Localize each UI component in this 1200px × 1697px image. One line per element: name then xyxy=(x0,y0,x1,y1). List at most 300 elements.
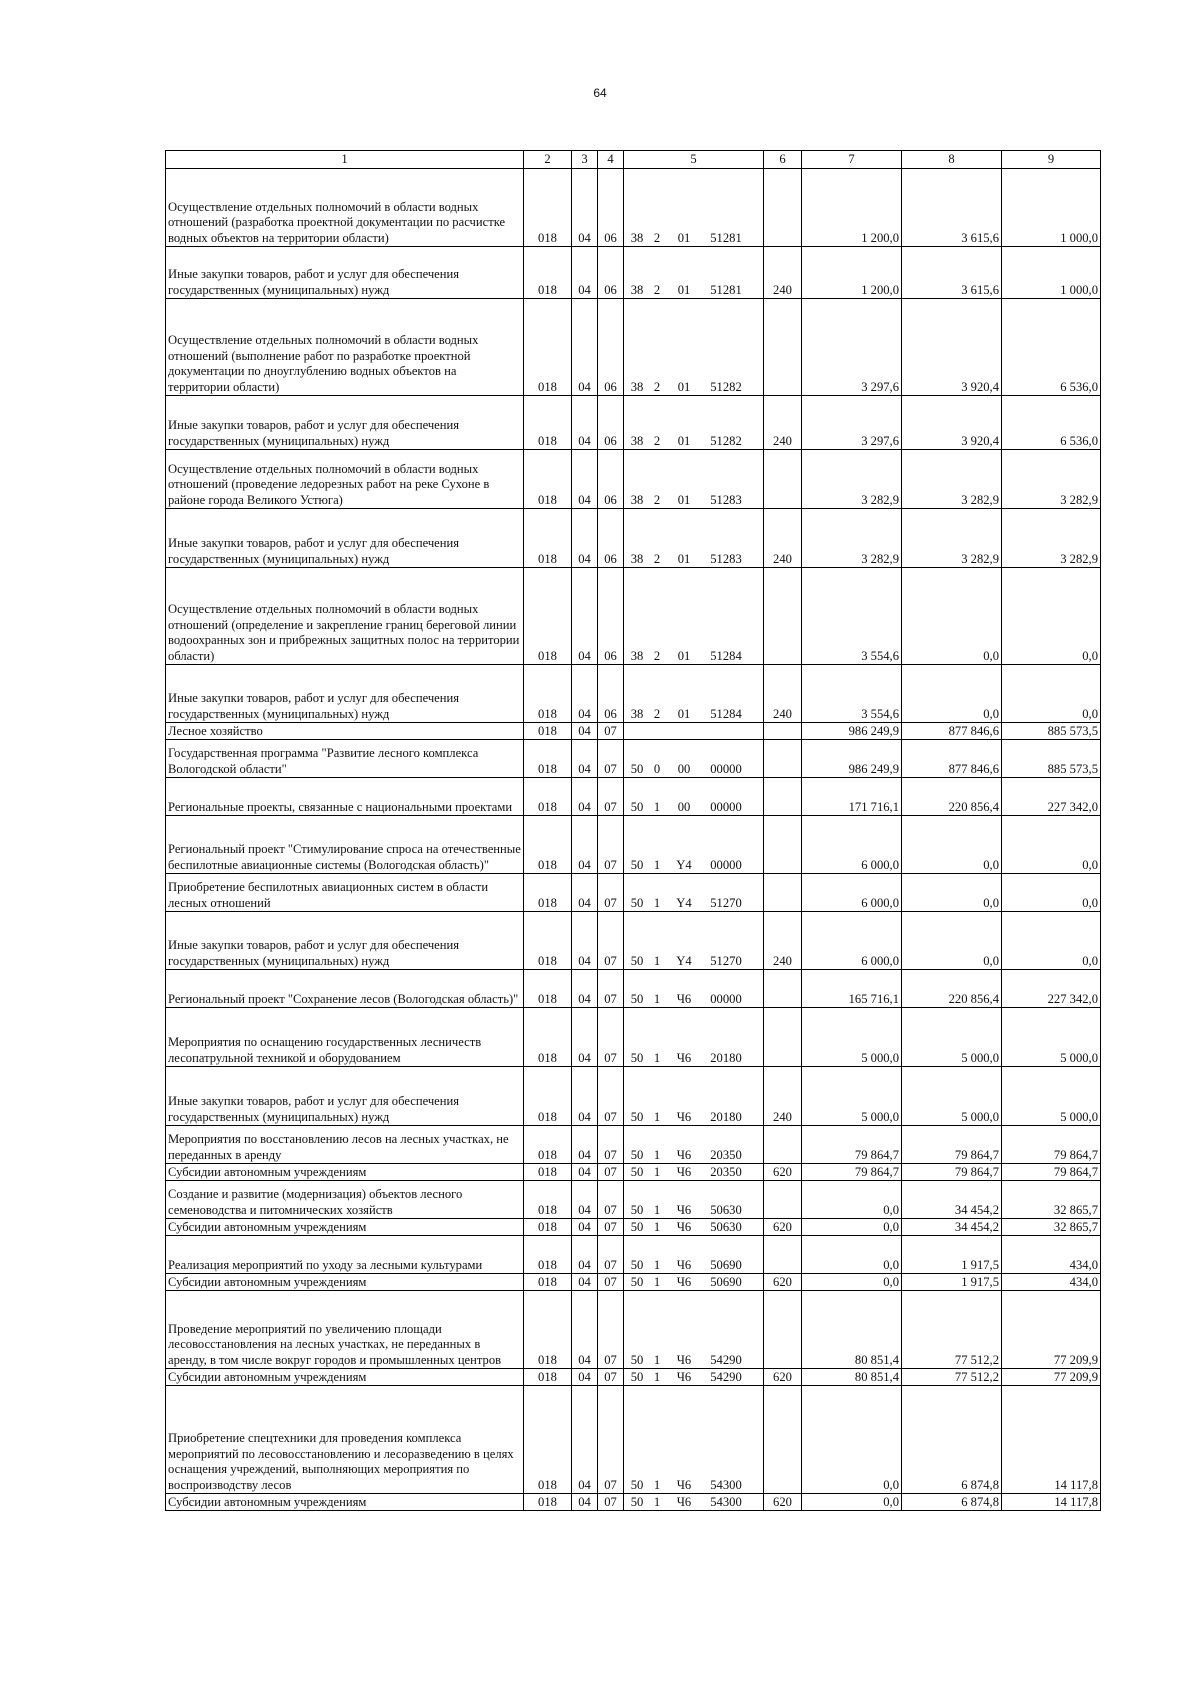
row-col2: 018 xyxy=(524,816,572,874)
row-col9: 32 865,7 xyxy=(1002,1181,1101,1219)
row-code xyxy=(624,665,764,723)
row-code xyxy=(624,816,764,874)
row-col3: 04 xyxy=(572,169,598,247)
code-part-p2: 1 xyxy=(653,1274,661,1289)
table-row xyxy=(166,723,1101,740)
row-col7: 0,0 xyxy=(802,1386,902,1494)
code-part-p4: 54290 xyxy=(710,1352,742,1367)
table-row xyxy=(166,912,1101,970)
table-row xyxy=(166,1274,1101,1291)
code-part-p1: 50 xyxy=(630,1219,644,1234)
code-part-p2: 2 xyxy=(653,379,661,394)
code-part-p4: 50690 xyxy=(710,1257,742,1272)
code-part-p4: 51282 xyxy=(710,379,742,394)
row-col8: 77 512,2 xyxy=(902,1369,1002,1386)
row-col6 xyxy=(764,816,802,874)
code-part-p1: 50 xyxy=(630,1274,644,1289)
row-code xyxy=(624,509,764,568)
code-part-p4: 51283 xyxy=(710,492,742,507)
row-col3: 04 xyxy=(572,1067,598,1126)
code-part-p3: Ч6 xyxy=(676,1050,692,1065)
row-col7: 80 851,4 xyxy=(802,1369,902,1386)
row-col9: 1 000,0 xyxy=(1002,247,1101,299)
row-code xyxy=(624,912,764,970)
code-part-p3: 01 xyxy=(677,551,691,566)
row-col8: 79 864,7 xyxy=(902,1126,1002,1164)
code-part-p1: 38 xyxy=(630,648,644,663)
row-col8: 79 864,7 xyxy=(902,1164,1002,1181)
row-col2: 018 xyxy=(524,1219,572,1236)
header-row xyxy=(166,151,1101,169)
code-part-p3: Ч6 xyxy=(676,1494,692,1509)
row-col4: 07 xyxy=(598,1008,624,1067)
row-col2: 018 xyxy=(524,450,572,509)
row-col4: 07 xyxy=(598,1164,624,1181)
row-col4: 07 xyxy=(598,1369,624,1386)
row-name: Осуществление отдельных полномочий в области водных отношений (проведение ледорезных работ на реке Сухоне в районе города Великого Устюга) xyxy=(166,450,524,509)
row-col6: 240 xyxy=(764,665,802,723)
row-col6 xyxy=(764,169,802,247)
row-col6 xyxy=(764,299,802,396)
code-part-p1: 50 xyxy=(630,1477,644,1492)
code-part-p1: 50 xyxy=(630,1202,644,1217)
row-col7: 1 200,0 xyxy=(802,247,902,299)
row-code xyxy=(624,1369,764,1386)
code-part-p3: 01 xyxy=(677,433,691,448)
code-part-p1: 50 xyxy=(630,761,644,776)
row-col3: 04 xyxy=(572,1369,598,1386)
code-part-p1: 38 xyxy=(630,706,644,721)
row-col6: 240 xyxy=(764,247,802,299)
row-col8: 6 874,8 xyxy=(902,1386,1002,1494)
row-col9: 14 117,8 xyxy=(1002,1494,1101,1511)
row-col3: 04 xyxy=(572,247,598,299)
row-col6: 240 xyxy=(764,396,802,450)
row-col4: 06 xyxy=(598,568,624,665)
row-name: Иные закупки товаров, работ и услуг для обеспечения государственных (муниципальных) нужд xyxy=(166,1067,524,1126)
row-col3: 04 xyxy=(572,509,598,568)
code-part-p4: 20350 xyxy=(710,1147,742,1162)
row-col2: 018 xyxy=(524,1494,572,1511)
row-col4: 06 xyxy=(598,247,624,299)
table-row xyxy=(166,1067,1101,1126)
header-cell-6: 6 xyxy=(764,151,802,169)
row-col4: 07 xyxy=(598,778,624,816)
row-col9: 14 117,8 xyxy=(1002,1386,1101,1494)
code-part-p4: 00000 xyxy=(710,761,742,776)
code-part-p1: 38 xyxy=(630,230,644,245)
code-part-p4: 51270 xyxy=(710,895,742,910)
row-col7: 986 249,9 xyxy=(802,723,902,740)
row-code xyxy=(624,778,764,816)
row-col3: 04 xyxy=(572,816,598,874)
row-col9: 3 282,9 xyxy=(1002,509,1101,568)
row-col8: 5 000,0 xyxy=(902,1008,1002,1067)
code-part-p2: 1 xyxy=(653,1219,661,1234)
row-col6 xyxy=(764,970,802,1008)
code-part-p3: Y4 xyxy=(676,895,692,910)
row-col3: 04 xyxy=(572,874,598,912)
row-col8: 34 454,2 xyxy=(902,1219,1002,1236)
table-row xyxy=(166,247,1101,299)
row-col3: 04 xyxy=(572,568,598,665)
row-col2: 018 xyxy=(524,1164,572,1181)
code-part-p2: 0 xyxy=(653,761,661,776)
code-part-p1: 50 xyxy=(630,799,644,814)
row-name: Лесное хозяйство xyxy=(166,723,524,740)
row-col6 xyxy=(764,1291,802,1369)
row-col2: 018 xyxy=(524,1369,572,1386)
row-col8: 3 615,6 xyxy=(902,169,1002,247)
row-code xyxy=(624,1126,764,1164)
code-part-p2: 1 xyxy=(653,1494,661,1509)
code-part-p2: 2 xyxy=(653,282,661,297)
row-col8: 1 917,5 xyxy=(902,1274,1002,1291)
code-part-p2: 1 xyxy=(653,799,661,814)
row-col7: 6 000,0 xyxy=(802,912,902,970)
table-row xyxy=(166,816,1101,874)
code-part-p2: 1 xyxy=(653,1202,661,1217)
code-part-p1: 50 xyxy=(630,1050,644,1065)
code-part-p2: 2 xyxy=(653,230,661,245)
row-col3: 04 xyxy=(572,1181,598,1219)
code-part-p3: 01 xyxy=(677,379,691,394)
row-code xyxy=(624,247,764,299)
row-col4: 07 xyxy=(598,874,624,912)
row-col7: 5 000,0 xyxy=(802,1067,902,1126)
row-name: Региональный проект "Сохранение лесов (Вологодская область)" xyxy=(166,970,524,1008)
table-row xyxy=(166,778,1101,816)
row-col9: 885 573,5 xyxy=(1002,723,1101,740)
row-col3: 04 xyxy=(572,1274,598,1291)
row-code xyxy=(624,1236,764,1274)
row-col8: 77 512,2 xyxy=(902,1291,1002,1369)
row-col7: 3 282,9 xyxy=(802,509,902,568)
table-row xyxy=(166,299,1101,396)
table-row xyxy=(166,970,1101,1008)
row-code xyxy=(624,1291,764,1369)
row-col4: 07 xyxy=(598,1219,624,1236)
row-col9: 0,0 xyxy=(1002,665,1101,723)
row-col2: 018 xyxy=(524,1181,572,1219)
row-col7: 3 282,9 xyxy=(802,450,902,509)
code-part-p4: 54300 xyxy=(710,1477,742,1492)
row-name: Приобретение беспилотных авиационных систем в области лесных отношений xyxy=(166,874,524,912)
table-row xyxy=(166,1181,1101,1219)
code-part-p4: 51283 xyxy=(710,551,742,566)
row-name: Осуществление отдельных полномочий в области водных отношений (разработка проектной документации по расчистке водных объектов на территории области) xyxy=(166,169,524,247)
row-col2: 018 xyxy=(524,665,572,723)
row-col7: 0,0 xyxy=(802,1236,902,1274)
row-col4: 06 xyxy=(598,509,624,568)
code-part-p4: 51284 xyxy=(710,706,742,721)
row-col7: 79 864,7 xyxy=(802,1164,902,1181)
row-col4: 07 xyxy=(598,1386,624,1494)
code-part-p4: 51270 xyxy=(710,953,742,968)
row-name: Реализация мероприятий по уходу за лесными культурами xyxy=(166,1236,524,1274)
code-part-p4: 20180 xyxy=(710,1050,742,1065)
code-part-p3: 01 xyxy=(677,230,691,245)
row-col2: 018 xyxy=(524,1067,572,1126)
code-part-p3: Y4 xyxy=(676,857,692,872)
row-code xyxy=(624,1274,764,1291)
row-col8: 6 874,8 xyxy=(902,1494,1002,1511)
row-code xyxy=(624,1008,764,1067)
row-col4: 06 xyxy=(598,396,624,450)
row-col4: 07 xyxy=(598,816,624,874)
code-part-p2: 1 xyxy=(653,1147,661,1162)
row-col6: 240 xyxy=(764,509,802,568)
row-col7: 5 000,0 xyxy=(802,1008,902,1067)
row-col3: 04 xyxy=(572,778,598,816)
row-name: Государственная программа "Развитие лесного комплекса Вологодской области" xyxy=(166,740,524,778)
code-part-p3: Ч6 xyxy=(676,991,692,1006)
row-col6: 240 xyxy=(764,1067,802,1126)
budget-table xyxy=(165,150,1101,1511)
code-part-p2: 1 xyxy=(653,991,661,1006)
row-code xyxy=(624,970,764,1008)
code-part-p4: 20350 xyxy=(710,1164,742,1179)
page-number: 64 xyxy=(593,86,607,100)
row-col7: 3 297,6 xyxy=(802,299,902,396)
row-col7: 79 864,7 xyxy=(802,1126,902,1164)
row-col4: 07 xyxy=(598,1126,624,1164)
code-part-p1: 50 xyxy=(630,953,644,968)
row-col4: 07 xyxy=(598,970,624,1008)
table-row xyxy=(166,568,1101,665)
table-header xyxy=(166,151,1101,169)
header-cell-4: 4 xyxy=(598,151,624,169)
row-name: Иные закупки товаров, работ и услуг для обеспечения государственных (муниципальных) нужд xyxy=(166,665,524,723)
header-cell-2: 2 xyxy=(524,151,572,169)
row-col8: 0,0 xyxy=(902,874,1002,912)
code-part-p4: 00000 xyxy=(710,991,742,1006)
row-col9: 77 209,9 xyxy=(1002,1369,1101,1386)
row-col3: 04 xyxy=(572,1236,598,1274)
row-col6: 620 xyxy=(764,1494,802,1511)
row-col7: 171 716,1 xyxy=(802,778,902,816)
code-part-p4: 51282 xyxy=(710,433,742,448)
code-part-p4: 50630 xyxy=(710,1219,742,1234)
row-col3: 04 xyxy=(572,665,598,723)
code-part-p1: 38 xyxy=(630,492,644,507)
row-code xyxy=(624,1067,764,1126)
row-col9: 0,0 xyxy=(1002,874,1101,912)
code-part-p3: Y4 xyxy=(676,953,692,968)
code-part-p3: Ч6 xyxy=(676,1257,692,1272)
row-code xyxy=(624,1219,764,1236)
row-name: Субсидии автономным учреждениям xyxy=(166,1369,524,1386)
code-part-p3: 01 xyxy=(677,648,691,663)
row-col4: 07 xyxy=(598,912,624,970)
row-name: Иные закупки товаров, работ и услуг для обеспечения государственных (муниципальных) нужд xyxy=(166,509,524,568)
code-part-p2: 1 xyxy=(653,1257,661,1272)
row-col9: 0,0 xyxy=(1002,912,1101,970)
table-row xyxy=(166,1369,1101,1386)
row-col4: 06 xyxy=(598,169,624,247)
code-part-p1: 50 xyxy=(630,1494,644,1509)
row-col7: 0,0 xyxy=(802,1219,902,1236)
row-col4: 07 xyxy=(598,1274,624,1291)
code-part-p2: 2 xyxy=(653,433,661,448)
row-col2: 018 xyxy=(524,509,572,568)
row-name: Приобретение спецтехники для проведения комплекса мероприятий по лесовосстановлению и лесоразведению в целях оснащения учреждений, выполняющих мероприятия по воспроизводству лесов xyxy=(166,1386,524,1494)
code-part-p1: 50 xyxy=(630,991,644,1006)
row-col7: 3 554,6 xyxy=(802,568,902,665)
code-part-p4: 51281 xyxy=(710,282,742,297)
row-col6 xyxy=(764,1126,802,1164)
row-col2: 018 xyxy=(524,1386,572,1494)
code-part-p3: 01 xyxy=(677,282,691,297)
code-part-p3: Ч6 xyxy=(676,1352,692,1367)
code-part-p3: Ч6 xyxy=(676,1164,692,1179)
code-part-p2: 1 xyxy=(653,1352,661,1367)
row-name: Региональные проекты, связанные с национальными проектами xyxy=(166,778,524,816)
row-col2: 018 xyxy=(524,874,572,912)
row-name: Субсидии автономным учреждениям xyxy=(166,1219,524,1236)
row-col3: 04 xyxy=(572,1291,598,1369)
row-col6 xyxy=(764,1008,802,1067)
row-col4: 06 xyxy=(598,299,624,396)
row-col4: 06 xyxy=(598,450,624,509)
code-part-p4: 20180 xyxy=(710,1109,742,1124)
code-part-p1: 50 xyxy=(630,1147,644,1162)
row-col8: 34 454,2 xyxy=(902,1181,1002,1219)
row-col3: 04 xyxy=(572,396,598,450)
row-col2: 018 xyxy=(524,740,572,778)
header-cell-3: 3 xyxy=(572,151,598,169)
code-part-p1: 50 xyxy=(630,1369,644,1384)
code-part-p1: 38 xyxy=(630,551,644,566)
code-part-p1: 38 xyxy=(630,433,644,448)
code-part-p2: 1 xyxy=(653,1369,661,1384)
row-col8: 877 846,6 xyxy=(902,740,1002,778)
row-col2: 018 xyxy=(524,970,572,1008)
code-part-p2: 2 xyxy=(653,648,661,663)
code-part-p3: Ч6 xyxy=(676,1274,692,1289)
row-name: Осуществление отдельных полномочий в области водных отношений (выполнение работ по разработке проектной документации по дноуглублению водных объектов на территории области) xyxy=(166,299,524,396)
code-part-p4: 50630 xyxy=(710,1202,742,1217)
row-col7: 3 554,6 xyxy=(802,665,902,723)
row-col8: 3 282,9 xyxy=(902,509,1002,568)
row-col6 xyxy=(764,723,802,740)
row-col3: 04 xyxy=(572,723,598,740)
row-col9: 3 282,9 xyxy=(1002,450,1101,509)
table-row xyxy=(166,1126,1101,1164)
code-part-p2: 1 xyxy=(653,1164,661,1179)
row-col9: 227 342,0 xyxy=(1002,970,1101,1008)
row-col9: 79 864,7 xyxy=(1002,1126,1101,1164)
table-row xyxy=(166,450,1101,509)
row-col8: 220 856,4 xyxy=(902,778,1002,816)
row-col4: 07 xyxy=(598,723,624,740)
code-part-p2: 1 xyxy=(653,895,661,910)
row-col8: 877 846,6 xyxy=(902,723,1002,740)
row-code xyxy=(624,1181,764,1219)
code-part-p4: 00000 xyxy=(710,857,742,872)
code-part-p2: 1 xyxy=(653,857,661,872)
row-col9: 6 536,0 xyxy=(1002,299,1101,396)
row-name: Региональный проект "Стимулирование спроса на отечественные беспилотные авиационные системы (Вологодская область)" xyxy=(166,816,524,874)
table-body xyxy=(166,169,1101,1511)
row-col6 xyxy=(764,1181,802,1219)
row-col3: 04 xyxy=(572,970,598,1008)
row-col3: 04 xyxy=(572,1386,598,1494)
code-part-p2: 1 xyxy=(653,1109,661,1124)
row-col8: 3 282,9 xyxy=(902,450,1002,509)
row-name: Осуществление отдельных полномочий в области водных отношений (определение и закрепление границ береговой линии водоохранных зон и прибрежных защитных полос на территории области) xyxy=(166,568,524,665)
row-col9: 32 865,7 xyxy=(1002,1219,1101,1236)
code-part-p2: 2 xyxy=(653,706,661,721)
row-col3: 04 xyxy=(572,912,598,970)
row-code xyxy=(624,396,764,450)
row-col4: 07 xyxy=(598,1181,624,1219)
row-name: Иные закупки товаров, работ и услуг для обеспечения государственных (муниципальных) нужд xyxy=(166,247,524,299)
row-col6: 620 xyxy=(764,1219,802,1236)
code-part-p4: 54290 xyxy=(710,1369,742,1384)
table-row xyxy=(166,665,1101,723)
row-col7: 0,0 xyxy=(802,1181,902,1219)
row-col6 xyxy=(764,1236,802,1274)
row-name: Создание и развитие (модернизация) объектов лесного семеноводства и питомнических хозяйств xyxy=(166,1181,524,1219)
row-col6 xyxy=(764,568,802,665)
row-name: Мероприятия по восстановлению лесов на лесных участках, не переданных в аренду xyxy=(166,1126,524,1164)
row-code xyxy=(624,169,764,247)
header-cell-9: 9 xyxy=(1002,151,1101,169)
row-col2: 018 xyxy=(524,912,572,970)
row-col6 xyxy=(764,874,802,912)
row-code xyxy=(624,1494,764,1511)
row-col3: 04 xyxy=(572,1008,598,1067)
row-col6: 620 xyxy=(764,1369,802,1386)
row-code xyxy=(624,740,764,778)
row-col2: 018 xyxy=(524,299,572,396)
code-part-p4: 51284 xyxy=(710,648,742,663)
row-col9: 885 573,5 xyxy=(1002,740,1101,778)
row-col2: 018 xyxy=(524,568,572,665)
code-part-p1: 50 xyxy=(630,895,644,910)
table-row xyxy=(166,874,1101,912)
row-col9: 227 342,0 xyxy=(1002,778,1101,816)
row-col7: 0,0 xyxy=(802,1494,902,1511)
row-col4: 07 xyxy=(598,1236,624,1274)
code-part-p2: 1 xyxy=(653,1477,661,1492)
row-col3: 04 xyxy=(572,1494,598,1511)
row-col3: 04 xyxy=(572,1219,598,1236)
row-col9: 79 864,7 xyxy=(1002,1164,1101,1181)
row-col8: 3 615,6 xyxy=(902,247,1002,299)
row-col6: 620 xyxy=(764,1274,802,1291)
code-part-p4: 00000 xyxy=(710,799,742,814)
table-row xyxy=(166,1236,1101,1274)
row-col2: 018 xyxy=(524,1274,572,1291)
row-col3: 04 xyxy=(572,1126,598,1164)
row-col4: 07 xyxy=(598,740,624,778)
row-col8: 220 856,4 xyxy=(902,970,1002,1008)
table-row xyxy=(166,169,1101,247)
row-col4: 07 xyxy=(598,1067,624,1126)
row-name: Проведение мероприятий по увеличению площади лесовосстановления на лесных участках, не переданных в аренду, в том числе вокруг городов и промышленных центров xyxy=(166,1291,524,1369)
row-name: Мероприятия по оснащению государственных лесничеств лесопатрульной техникой и оборудованием xyxy=(166,1008,524,1067)
row-col9: 5 000,0 xyxy=(1002,1067,1101,1126)
row-col7: 165 716,1 xyxy=(802,970,902,1008)
table-row xyxy=(166,509,1101,568)
row-name: Субсидии автономным учреждениям xyxy=(166,1274,524,1291)
row-col9: 0,0 xyxy=(1002,816,1101,874)
code-part-p3: 00 xyxy=(677,761,691,776)
row-col2: 018 xyxy=(524,723,572,740)
row-col2: 018 xyxy=(524,1291,572,1369)
